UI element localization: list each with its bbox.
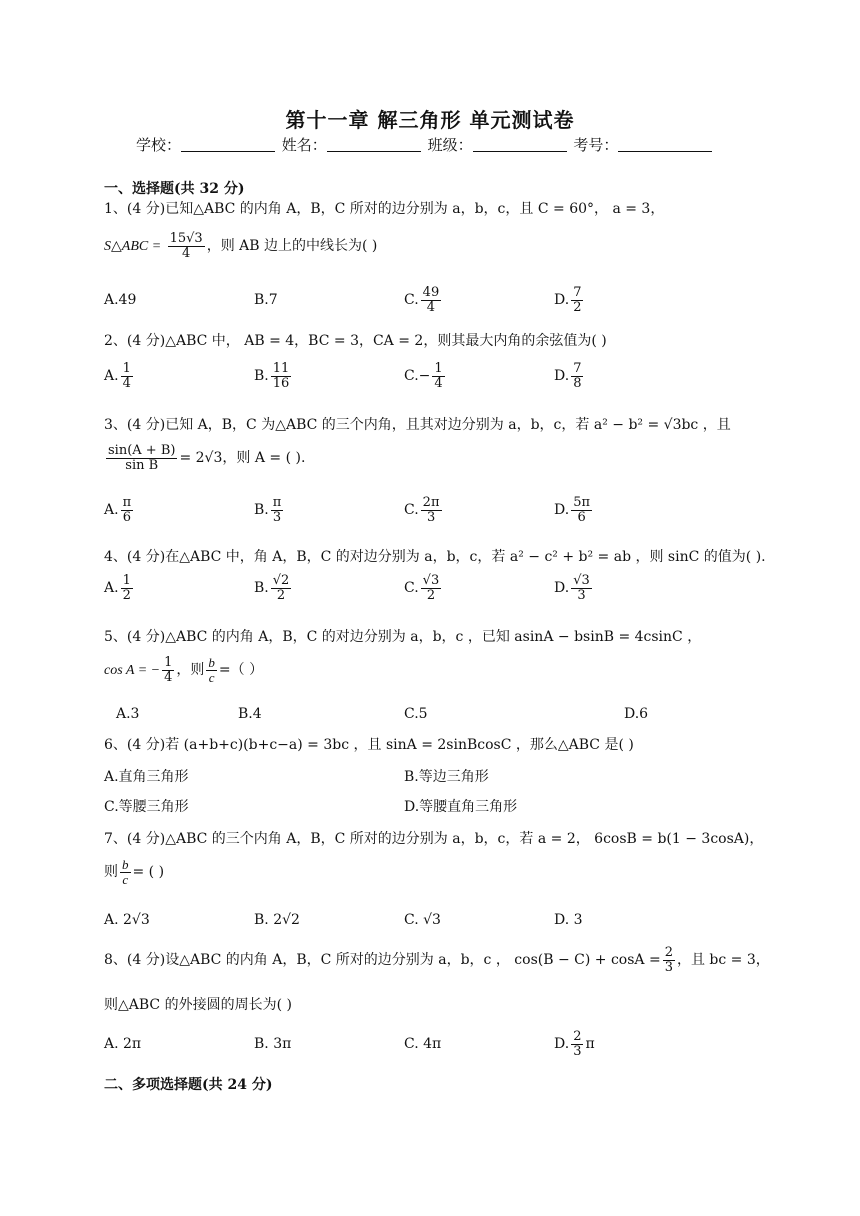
question-7-options — [104, 912, 764, 934]
option-label: D. — [554, 292, 570, 309]
question-text: 已知 A，B，C 为△ABC 的三个内角，且其对边分别为 a，b，c，若 a² − b² = √3bc ，且 — [165, 417, 731, 433]
fraction — [206, 656, 217, 684]
option-c[interactable] — [404, 286, 443, 314]
question-text: 若 (a+b+c)(b+c−a) = 3bc ，且 sinA = 2sinBcosC ，那么△ABC 是( ) — [165, 737, 634, 753]
section-heading-single-choice: 一、选择题(共 32 分) — [104, 181, 245, 197]
denominator: 3 — [573, 1043, 582, 1059]
question-text: ，则 AB 边上的中线长为( ) — [206, 238, 378, 255]
question-4-options — [104, 574, 764, 612]
denominator: c — [208, 669, 215, 685]
option-a[interactable]: A. 2√3 — [104, 912, 150, 928]
numerator: 11 — [272, 361, 290, 376]
student-info-line — [136, 134, 714, 155]
denominator: 6 — [122, 509, 131, 525]
fraction — [168, 232, 205, 260]
question-5-line-2 — [104, 656, 263, 684]
question-2-options — [104, 362, 764, 396]
pi-suffix: π — [585, 1036, 595, 1053]
question-text: 则 — [104, 864, 118, 881]
question-text: ，则 A = ( ). — [222, 450, 306, 467]
option-c[interactable]: C.等腰三角形 — [104, 799, 189, 815]
option-d[interactable] — [554, 496, 594, 524]
denominator: 3 — [426, 509, 436, 525]
option-b[interactable]: B.等边三角形 — [404, 769, 489, 785]
question-text: △ABC 中， AB = 4，BC = 3，CA = 2，则其最大内角的余弦值为( ) — [165, 333, 607, 349]
exam-number-blank[interactable] — [618, 137, 712, 152]
denominator: 4 — [434, 375, 443, 391]
numerator: sin(A + B) — [108, 443, 176, 458]
name-label: 姓名： — [281, 136, 327, 154]
option-label: A. — [104, 580, 119, 597]
option-a[interactable]: A.49 — [104, 292, 137, 308]
option-label: D. — [554, 502, 570, 519]
question-text: 已知△ABC 的内角 A，B，C 所对的边分别为 a，b，c，且 C = 60°， a = 3， — [165, 201, 665, 217]
option-a[interactable]: A.3 — [116, 706, 140, 722]
question-text: 则△ABC 的外接圆的周长为( ) — [104, 997, 292, 1013]
question-6-options-row-1 — [104, 766, 764, 788]
question-text: △ABC 的三个内角 A，B，C 所对的边分别为 a，b，c，若 a = 2， 6cosB = b(1 − 3cosA)， — [165, 831, 764, 847]
option-label: D. — [554, 368, 570, 385]
numerator: 7 — [573, 361, 582, 376]
numerator: 7 — [573, 285, 582, 300]
numerator: √3 — [573, 573, 590, 588]
option-d[interactable] — [554, 1030, 595, 1058]
school-blank[interactable] — [181, 137, 275, 152]
numerator: √2 — [272, 573, 290, 588]
question-4-line-1 — [104, 546, 766, 566]
option-b[interactable]: B.7 — [254, 292, 278, 308]
denominator: 3 — [577, 587, 586, 603]
denominator: 8 — [573, 375, 582, 391]
school-label: 学校： — [136, 136, 182, 154]
option-c[interactable]: C.5 — [404, 706, 428, 722]
option-c[interactable] — [404, 574, 443, 602]
numerator: 2π — [422, 495, 440, 510]
denominator: 2 — [122, 587, 131, 603]
numerator: 2 — [664, 945, 673, 960]
question-6-line-1 — [104, 734, 634, 754]
fraction — [106, 444, 177, 472]
option-label: A. — [104, 368, 119, 385]
area-symbol: S△ABC = — [104, 239, 162, 255]
option-c[interactable]: C. √3 — [404, 912, 441, 928]
numerator: π — [272, 495, 282, 510]
question-text: 设△ABC 的内角 A，B，C 所对的边分别为 a，b，c ， cos(B − C) + cosA = — [165, 952, 661, 969]
equals-sign: = — [218, 662, 231, 679]
option-b[interactable]: B. 2√2 — [254, 912, 300, 928]
question-3-line-2 — [104, 444, 305, 472]
option-label: C. — [404, 580, 419, 597]
question-7-line-2 — [104, 858, 164, 886]
option-label: B. — [254, 368, 269, 385]
question-8-options — [104, 1030, 764, 1066]
option-c[interactable] — [404, 496, 444, 524]
question-6-options-row-2 — [104, 796, 764, 818]
page-title: 第十一章 解三角形 单元测试卷 — [285, 108, 575, 132]
denominator: c — [122, 871, 129, 887]
denominator: 16 — [272, 375, 290, 391]
option-c[interactable] — [404, 362, 447, 390]
option-d[interactable] — [554, 286, 585, 314]
numerator: 2 — [573, 1029, 582, 1044]
answer-paren: = ( ) — [132, 864, 165, 881]
question-1-line-2 — [104, 232, 377, 260]
option-d[interactable]: D.等腰直角三角形 — [404, 799, 518, 815]
option-d[interactable]: D. 3 — [554, 912, 583, 928]
fraction — [162, 656, 174, 684]
option-d[interactable]: D.6 — [624, 706, 649, 722]
question-text: △ABC 的内角 A，B，C 的对边分别为 a，b，c ，已知 asinA − bsinB = 4csinC ， — [165, 629, 702, 645]
question-number: 3、(4 分) — [104, 417, 166, 433]
numerator: b — [122, 857, 129, 872]
question-3-line-1 — [104, 414, 731, 434]
denominator: 4 — [122, 375, 131, 391]
numerator: 1 — [122, 573, 131, 588]
fraction — [120, 858, 131, 886]
question-5-options — [104, 706, 764, 728]
question-2-line-1 — [104, 330, 607, 350]
numerator: 1 — [122, 361, 131, 376]
option-label: D. — [554, 1036, 570, 1053]
option-a[interactable] — [104, 362, 135, 390]
option-d[interactable] — [554, 362, 585, 390]
numerator: 49 — [422, 285, 440, 300]
numerator: π — [122, 495, 132, 510]
option-label: C. — [404, 502, 419, 519]
option-label: B. — [254, 580, 269, 597]
option-label: A. — [104, 502, 119, 519]
equation-value: = 2√3 — [179, 450, 223, 467]
question-number: 2、(4 分) — [104, 333, 166, 349]
option-a[interactable] — [104, 574, 135, 602]
option-a[interactable]: A. 2π — [104, 1036, 142, 1052]
option-c[interactable]: C. 4π — [404, 1036, 442, 1052]
question-7-line-1 — [104, 828, 763, 848]
option-label: C. — [404, 292, 419, 309]
cos-a-expression: cos A = − — [104, 663, 161, 679]
option-b[interactable] — [254, 574, 293, 602]
numerator: 15√3 — [169, 231, 203, 246]
option-b[interactable] — [254, 496, 285, 524]
question-number: 6、(4 分) — [104, 737, 166, 753]
denominator: sin B — [125, 457, 159, 473]
question-3-options — [104, 496, 764, 530]
question-text: ，且 bc = 3， — [676, 952, 770, 969]
option-b[interactable]: B. 3π — [254, 1036, 292, 1052]
denominator: 4 — [182, 245, 191, 261]
exam-number-label: 考号： — [573, 136, 619, 154]
question-number: 5、(4 分) — [104, 629, 166, 645]
option-b[interactable]: B.4 — [238, 706, 262, 722]
numerator: √3 — [422, 573, 440, 588]
option-a[interactable] — [104, 496, 135, 524]
denominator: 3 — [664, 959, 673, 975]
denominator: 2 — [276, 587, 286, 603]
denominator: 6 — [577, 509, 586, 525]
option-label: B. — [254, 502, 269, 519]
denominator: 2 — [573, 299, 582, 315]
question-number: 7、(4 分) — [104, 831, 166, 847]
option-b[interactable] — [254, 362, 293, 390]
option-a[interactable]: A.直角三角形 — [104, 769, 189, 785]
fraction — [663, 946, 675, 974]
question-number: 8、(4 分) — [104, 952, 166, 969]
numerator: 1 — [164, 655, 173, 670]
numerator: b — [208, 655, 215, 670]
denominator: 3 — [272, 509, 282, 525]
question-5-line-1 — [104, 626, 701, 646]
denominator: 2 — [426, 587, 436, 603]
numerator: 1 — [434, 361, 443, 376]
question-1-options — [104, 286, 764, 320]
question-8-line-1 — [104, 946, 770, 974]
question-1-line-1 — [104, 198, 664, 218]
question-text: ，则 — [176, 662, 205, 679]
answer-paren: （ ） — [230, 662, 264, 679]
question-number: 4、(4 分) — [104, 549, 166, 565]
option-d[interactable] — [554, 574, 594, 602]
denominator: 4 — [426, 299, 436, 315]
class-label: 班级： — [427, 136, 473, 154]
denominator: 4 — [164, 669, 173, 685]
option-label: D. — [554, 580, 570, 597]
name-blank[interactable] — [327, 137, 421, 152]
question-number: 1、(4 分) — [104, 201, 166, 217]
section-heading-multiple-choice: 二、多项选择题(共 24 分) — [104, 1077, 273, 1093]
question-8-line-2 — [104, 994, 292, 1014]
question-text: 在△ABC 中，角 A，B，C 的对边分别为 a，b，c，若 a² − c² + b² = ab ，则 sinC 的值为( ). — [165, 549, 766, 565]
numerator: 5π — [573, 495, 591, 510]
option-label: C.− — [404, 368, 431, 385]
class-blank[interactable] — [473, 137, 567, 152]
